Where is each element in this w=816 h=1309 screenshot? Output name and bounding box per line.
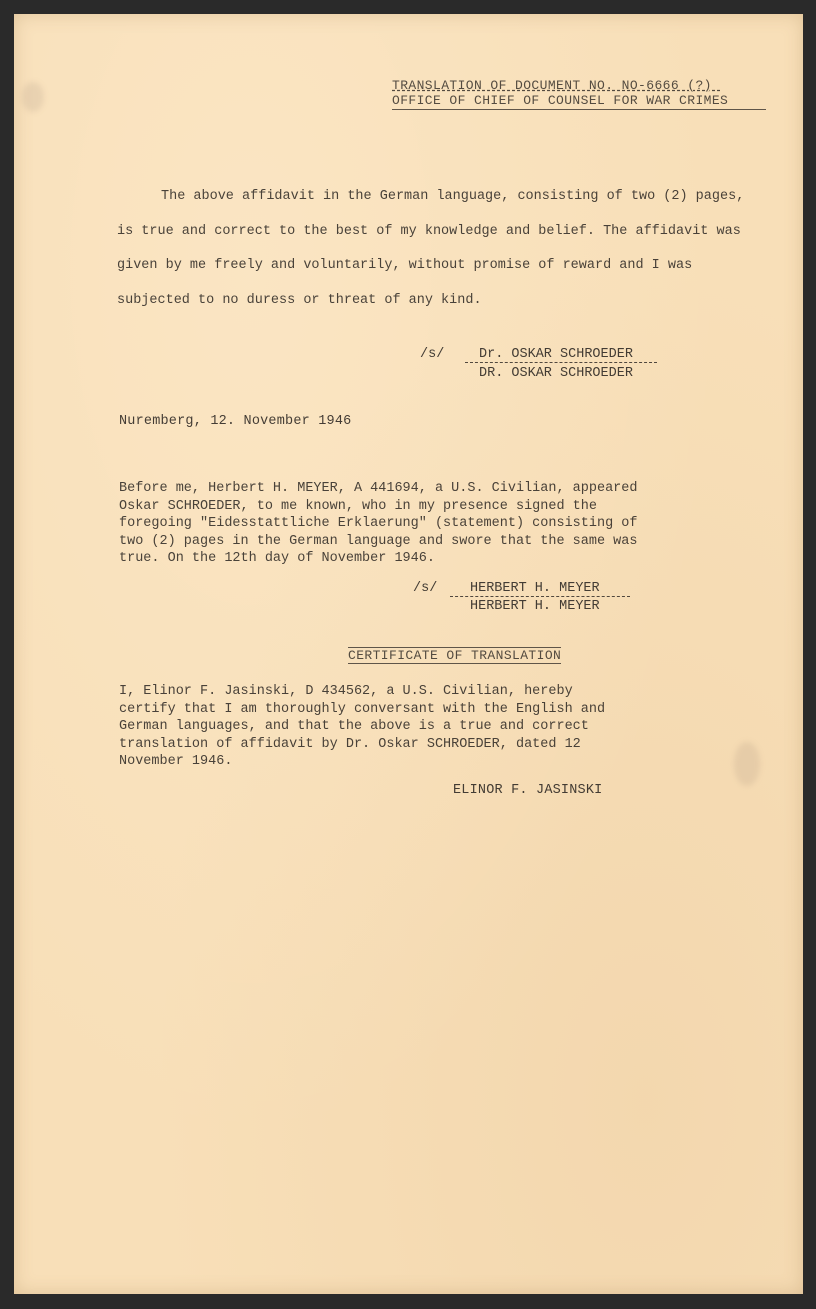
signature-prefix-2: /s/ — [413, 581, 438, 596]
signature-signed-1: Dr. OSKAR SCHROEDER — [465, 347, 657, 363]
header-line-2: OFFICE OF CHIEF OF COUNSEL FOR WAR CRIMES — [392, 93, 766, 110]
signature-typed-1: DR. OSKAR SCHROEDER — [479, 366, 633, 381]
smudge-mark — [734, 742, 760, 786]
signature-prefix-1: /s/ — [420, 347, 445, 362]
affidavit-statement-text: The above affidavit in the German language, consisting of two (2) pages, is true and correct to the best of my knowledge and belief. The affidavit was given by me freely and voluntarily, without promise of reward and I was subjected to no duress or threat of any kind. — [117, 189, 745, 308]
translator-name: ELINOR F. JASINSKI — [453, 783, 603, 798]
smudge-mark — [22, 82, 44, 112]
certificate-title: CERTIFICATE OF TRANSLATION — [348, 648, 562, 663]
certificate-statement: I, Elinor F. Jasinski, D 434562, a U.S. Civilian, hereby certify that I am thoroughly conversant with the English and German languages, and that the above is a true and correct translation of affidavit by Dr. Oskar SCHROEDER, dated 12 November 1946. — [119, 684, 606, 769]
affidavit-statement — [117, 180, 757, 318]
place-date: Nuremberg, 12. November 1946 — [119, 414, 352, 429]
witness-statement: Before me, Herbert H. MEYER, A 441694, a U.S. Civilian, appeared Oskar SCHROEDER, to me known, who in my presence signed the foregoing "Eidesstattliche Erklaerung" (statement) consisting of two (2) pages in the German language and swore that the same was true. On the 12th day of November 1946. — [119, 481, 638, 566]
header-line-1: TRANSLATION OF DOCUMENT NO. NO-6666 (?) — [392, 78, 721, 93]
document-header — [392, 78, 766, 110]
signature-typed-2: HERBERT H. MEYER — [470, 599, 600, 614]
signature-signed-2: HERBERT H. MEYER — [450, 581, 630, 597]
